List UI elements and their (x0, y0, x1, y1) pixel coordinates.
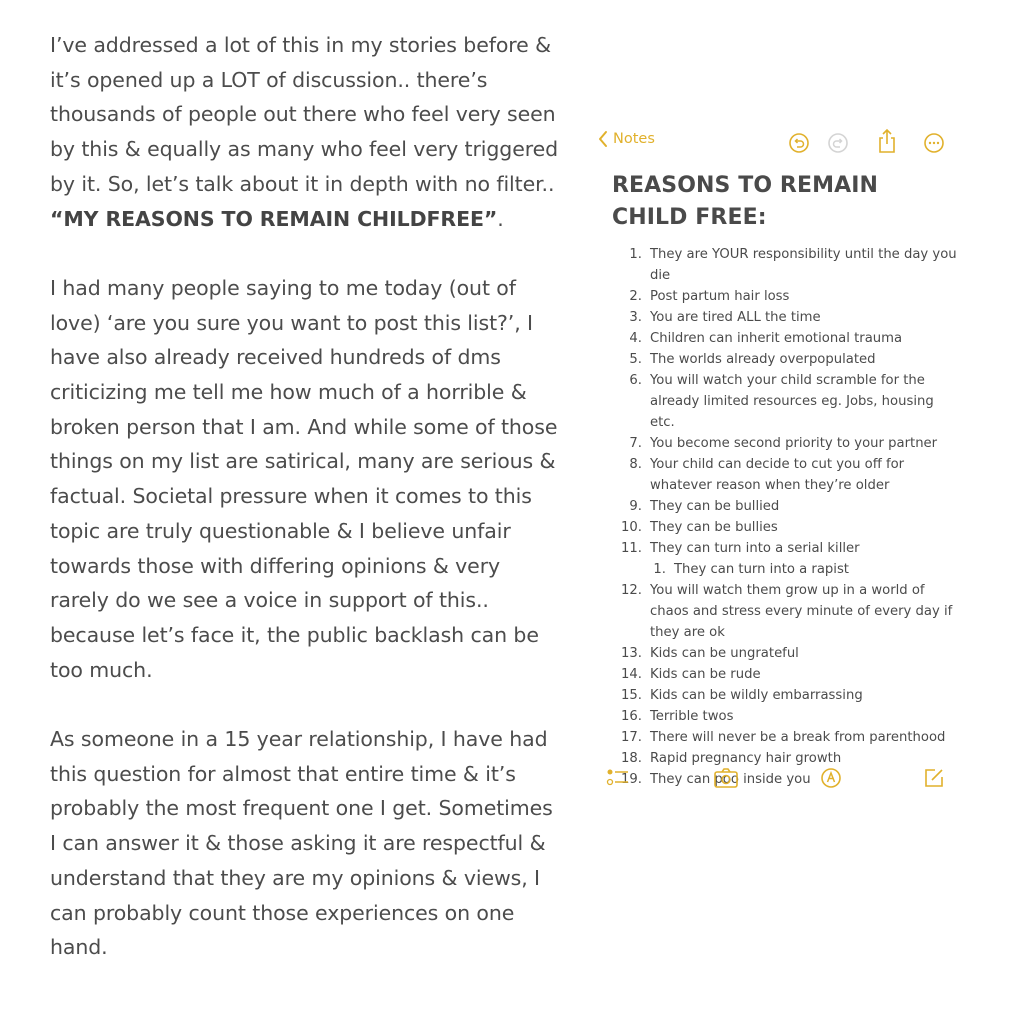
reason-item (612, 538, 958, 559)
redo-icon (827, 132, 849, 154)
reason-item (612, 685, 958, 706)
reasons-list (612, 244, 958, 790)
note-body[interactable] (598, 244, 958, 787)
reason-item (612, 370, 958, 433)
reason-item (612, 664, 958, 685)
reason-text: Your child can decide to cut you off for whatever reason when they’re older (650, 457, 905, 493)
undo-button[interactable] (788, 132, 810, 154)
reason-number: 12. (621, 583, 642, 598)
reason-item (612, 433, 958, 454)
reason-item (612, 244, 958, 286)
reason-number: 15. (621, 688, 642, 703)
essay-paragraph-3: As someone in a 15 year relationship, I have had this question for almost that entire time & it’s probably the most frequent one I get. Sometimes I can answer it & those asking it are respectful & understand that they are my opinions & views, I can probably count those experiences on one hand. (50, 727, 553, 960)
reason-text: There will never be a break from parenthood (650, 730, 946, 745)
more-icon (923, 132, 945, 154)
reason-number: 8. (629, 457, 642, 472)
reason-text: Kids can be ungrateful (650, 646, 799, 661)
reason-text: You will watch your child scramble for the already limited resources eg. Jobs, housing etc. (650, 373, 934, 430)
reason-item (612, 328, 958, 349)
reason-text: They can be bullied (650, 499, 780, 514)
notes-top-toolbar (598, 128, 958, 158)
reason-item (612, 454, 958, 496)
essay-p1-text: I’ve addressed a lot of this in my stories before & it’s opened up a LOT of discussion.. there’s thousands of people out there who feel very seen by this & equally as many who feel very triggered by it. So, let’s talk about it in depth with no filter.. (50, 33, 559, 196)
redo-button[interactable] (827, 132, 849, 154)
reason-text: Kids can be rude (650, 667, 761, 682)
reason-number: 7. (629, 436, 642, 451)
reason-item (612, 349, 958, 370)
note-title-line-2: CHILD FREE: (612, 205, 767, 230)
reason-subitem (612, 559, 958, 580)
reason-text: They can turn into a rapist (674, 562, 849, 577)
essay-p1-bold-title: “MY REASONS TO REMAIN CHILDFREE” (50, 206, 498, 231)
reason-number: 16. (621, 709, 642, 724)
reason-number: 18. (621, 751, 642, 766)
back-to-notes-button[interactable] (598, 131, 655, 147)
markup-button[interactable] (820, 767, 842, 789)
camera-icon (713, 767, 739, 789)
reason-text: They can be bullies (650, 520, 778, 535)
reason-number: 13. (621, 646, 642, 661)
checklist-icon (606, 767, 630, 789)
reason-item (612, 286, 958, 307)
reason-text: You will watch them grow up in a world of chaos and stress every minute of every day if they are ok (650, 583, 953, 640)
back-label: Notes (613, 131, 655, 147)
reason-text: They can turn into a serial killer (650, 541, 860, 556)
reason-number: 2. (629, 289, 642, 304)
reason-text: They are YOUR responsibility until the day you die (650, 247, 957, 283)
reason-item (612, 307, 958, 328)
compose-icon (923, 767, 945, 789)
reason-number: 17. (621, 730, 642, 745)
essay-p1-end: . (497, 206, 504, 231)
reason-item (612, 517, 958, 538)
share-button[interactable] (876, 128, 898, 154)
reason-number: 19. (621, 772, 642, 787)
reason-number: 9. (629, 499, 642, 514)
essay-paragraph-1 (50, 28, 560, 236)
notes-app-screenshot (598, 128, 958, 797)
reason-item (612, 496, 958, 517)
chevron-left-icon (598, 131, 608, 147)
essay-paragraph-2: I had many people saying to me today (out of love) ‘are you sure you want to post this list?’, I have also already received hundreds of dms criticizing me tell me how much of a horrible & broken person that I am. And while some of those things on my list are satirical, many are serious & factual. Societal pressure when it comes to this topic are truly questionable & I believe unfair towards those with differing opinions & very rarely do we see a voice in support of this.. because let’s face it, the public backlash can be too much. (50, 275, 558, 682)
note-title-line-1: REASONS TO REMAIN (612, 173, 879, 198)
reason-text: You are tired ALL the time (650, 310, 821, 325)
notes-bottom-toolbar (598, 767, 958, 797)
reason-number: 5. (629, 352, 642, 367)
markup-icon (820, 767, 842, 789)
reason-text: They can poo inside you (650, 772, 811, 787)
reason-number: 1. (629, 247, 642, 262)
reason-text: Terrible twos (650, 709, 734, 724)
reason-number: 10. (621, 520, 642, 535)
reason-item (612, 706, 958, 727)
reason-number: 11. (621, 541, 642, 556)
reason-number: 4. (629, 331, 642, 346)
reason-text: Kids can be wildly embarrassing (650, 688, 863, 703)
reason-text: Rapid pregnancy hair growth (650, 751, 842, 766)
reason-item (612, 727, 958, 748)
undo-icon (788, 132, 810, 154)
note-title[interactable] (612, 170, 958, 234)
reason-number: 6. (629, 373, 642, 388)
reason-text: The worlds already overpopulated (650, 352, 876, 367)
more-button[interactable] (923, 132, 945, 154)
reason-number: 14. (621, 667, 642, 682)
checklist-button[interactable] (606, 767, 630, 789)
camera-button[interactable] (713, 767, 739, 789)
essay-text (50, 28, 560, 965)
reason-item (612, 643, 958, 664)
reason-text: Post partum hair loss (650, 289, 790, 304)
reason-text: You become second priority to your partner (650, 436, 938, 451)
compose-button[interactable] (923, 767, 945, 789)
reason-item (612, 748, 958, 769)
share-icon (876, 128, 898, 154)
reason-number: 3. (629, 310, 642, 325)
reason-text: Children can inherit emotional trauma (650, 331, 903, 346)
reason-number: 1. (653, 562, 666, 577)
reason-item (612, 580, 958, 643)
